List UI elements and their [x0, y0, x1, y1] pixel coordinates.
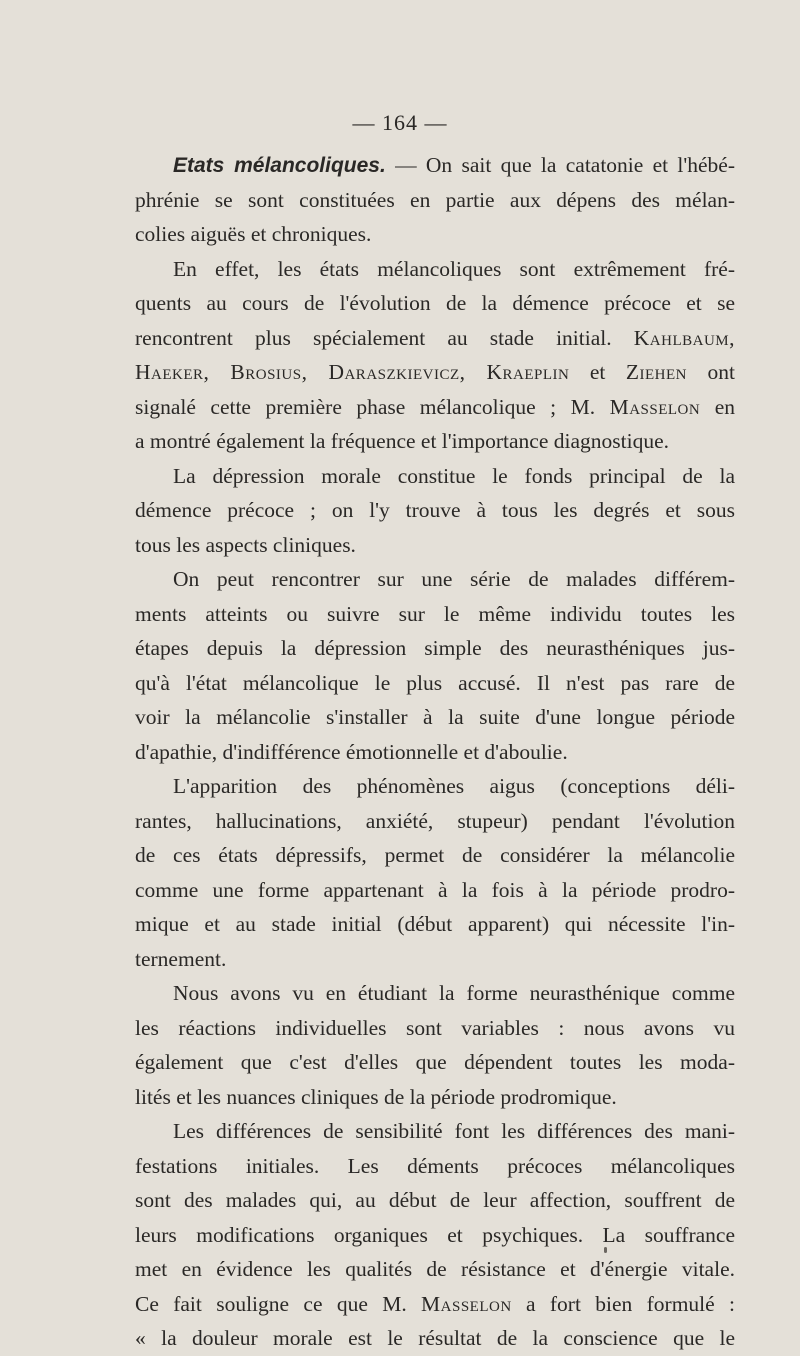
- text-segment: sont des malades qui, au début de leur affection, souffrent de: [135, 1188, 735, 1212]
- text-line: [135, 1252, 735, 1287]
- author-name: Kahlbaum,: [633, 325, 735, 350]
- text-line: [135, 183, 735, 218]
- paper-speck: [604, 1247, 607, 1253]
- body-text: [135, 148, 735, 1356]
- text-segment: Nous avons vu en étudiant la forme neurasthénique comme: [173, 981, 735, 1005]
- text-segment: ont: [687, 360, 735, 384]
- text-line: [135, 493, 735, 528]
- text-line: [135, 528, 735, 563]
- text-segment: voir la mélancolie s'installer à la suite d'une longue période: [135, 705, 735, 729]
- text-line: [135, 1218, 735, 1253]
- text-segment: colies aiguës et chroniques.: [135, 222, 372, 246]
- text-segment: phrénie se sont constituées en partie aux dépens des mélan-: [135, 187, 735, 212]
- section-heading: Etats mélancoliques.: [173, 154, 386, 177]
- text-line: [135, 252, 735, 287]
- text-line: [135, 804, 735, 839]
- text-line: [135, 355, 735, 390]
- text-line: [135, 390, 735, 425]
- text-segment: Ce fait souligne ce que M.: [135, 1291, 422, 1316]
- text-segment: démence précoce ; on l'y trouve à tous les degrés et sous: [135, 498, 735, 522]
- text-segment: ternement.: [135, 946, 227, 971]
- text-line: [135, 666, 735, 701]
- page-number: — 164 —: [352, 110, 448, 135]
- text-line: [135, 1045, 735, 1080]
- text-line: [135, 597, 735, 632]
- text-line: [135, 1114, 735, 1149]
- text-line: [135, 1011, 735, 1046]
- text-segment: quents au cours de l'évolution de la démence précoce et se: [135, 291, 735, 315]
- text-segment: d'apathie, d'indifférence émotionnelle et d'aboulie.: [135, 739, 568, 764]
- text-segment: en: [700, 394, 735, 419]
- text-segment: « la douleur morale est le résultat de la conscience que le: [135, 1326, 735, 1350]
- text-line: [135, 1149, 735, 1184]
- text-segment: met en évidence les qualités de résistance et d'énergie vitale.: [135, 1257, 735, 1281]
- text-line: [135, 424, 735, 459]
- text-segment: ments atteints ou suivre sur le même individu toutes les: [135, 601, 735, 626]
- text-segment: et: [569, 360, 626, 384]
- text-segment: La dépression morale constitue le fonds principal de la: [173, 463, 735, 488]
- text-line: [135, 459, 735, 494]
- text-line: [135, 942, 735, 977]
- text-segment: rantes, hallucinations, anxiété, stupeur) pendant l'évolution: [135, 808, 735, 833]
- text-line: [135, 1321, 735, 1356]
- text-segment: En effet, les états mélancoliques sont extrêmement fré-: [173, 256, 735, 281]
- text-line: [135, 700, 735, 735]
- text-segment: a montré également la fréquence et l'importance diagnostique.: [135, 429, 669, 453]
- text-segment: — On sait que la catatonie et l'hébé-: [385, 153, 735, 177]
- text-segment: a fort bien formulé :: [511, 1291, 735, 1316]
- text-line: [135, 769, 735, 804]
- text-line: [135, 562, 735, 597]
- text-line: [135, 976, 735, 1011]
- author-name: Masselon: [421, 1291, 512, 1316]
- text-line: [135, 1183, 735, 1218]
- text-line: [135, 321, 735, 356]
- text-segment: festations initiales. Les déments précoces mélancoliques: [135, 1153, 735, 1178]
- text-segment: comme une forme appartenant à la fois à la période prodro-: [135, 877, 735, 902]
- text-segment: les réactions individuelles sont variables : nous avons vu: [135, 1015, 735, 1040]
- text-segment: étapes depuis la dépression simple des neurasthéniques jus-: [135, 636, 735, 660]
- text-line: [135, 286, 735, 321]
- text-line: [135, 631, 735, 666]
- text-segment: rencontrent plus spécialement au stade initial.: [135, 325, 634, 350]
- text-line: [135, 1287, 735, 1322]
- text-segment: de ces états dépressifs, permet de considérer la mélancolie: [135, 843, 735, 867]
- text-segment: qu'à l'état mélancolique le plus accusé. Il n'est pas rare de: [135, 670, 735, 695]
- text-line: [135, 873, 735, 908]
- text-segment: L'apparition des phénomènes aigus (conceptions déli-: [173, 774, 735, 798]
- text-segment: On peut rencontrer sur une série de malades différem-: [173, 567, 735, 591]
- text-segment: tous les aspects cliniques.: [135, 532, 356, 557]
- text-segment: également que c'est d'elles que dépendent toutes les moda-: [135, 1050, 735, 1074]
- author-name: Ziehen: [625, 360, 688, 384]
- text-line: [135, 735, 735, 770]
- text-line: [135, 148, 735, 183]
- text-segment: leurs modifications organiques et psychiques. La souffrance: [135, 1222, 735, 1247]
- text-segment: signalé cette première phase mélancolique ; M.: [135, 394, 610, 419]
- text-segment: lités et les nuances cliniques de la période prodromique.: [135, 1084, 617, 1109]
- text-segment: mique et au stade initial (début apparent) qui nécessite l'in-: [135, 912, 735, 936]
- author-name: Haeker, Brosius, Daraszkievicz, Kraeplin: [135, 360, 570, 384]
- text-line: [135, 907, 735, 942]
- text-line: [135, 1080, 735, 1115]
- text-line: [135, 217, 735, 252]
- text-segment: Les différences de sensibilité font les différences des mani-: [173, 1119, 735, 1143]
- text-line: [135, 838, 735, 873]
- author-name: Masselon: [609, 394, 701, 419]
